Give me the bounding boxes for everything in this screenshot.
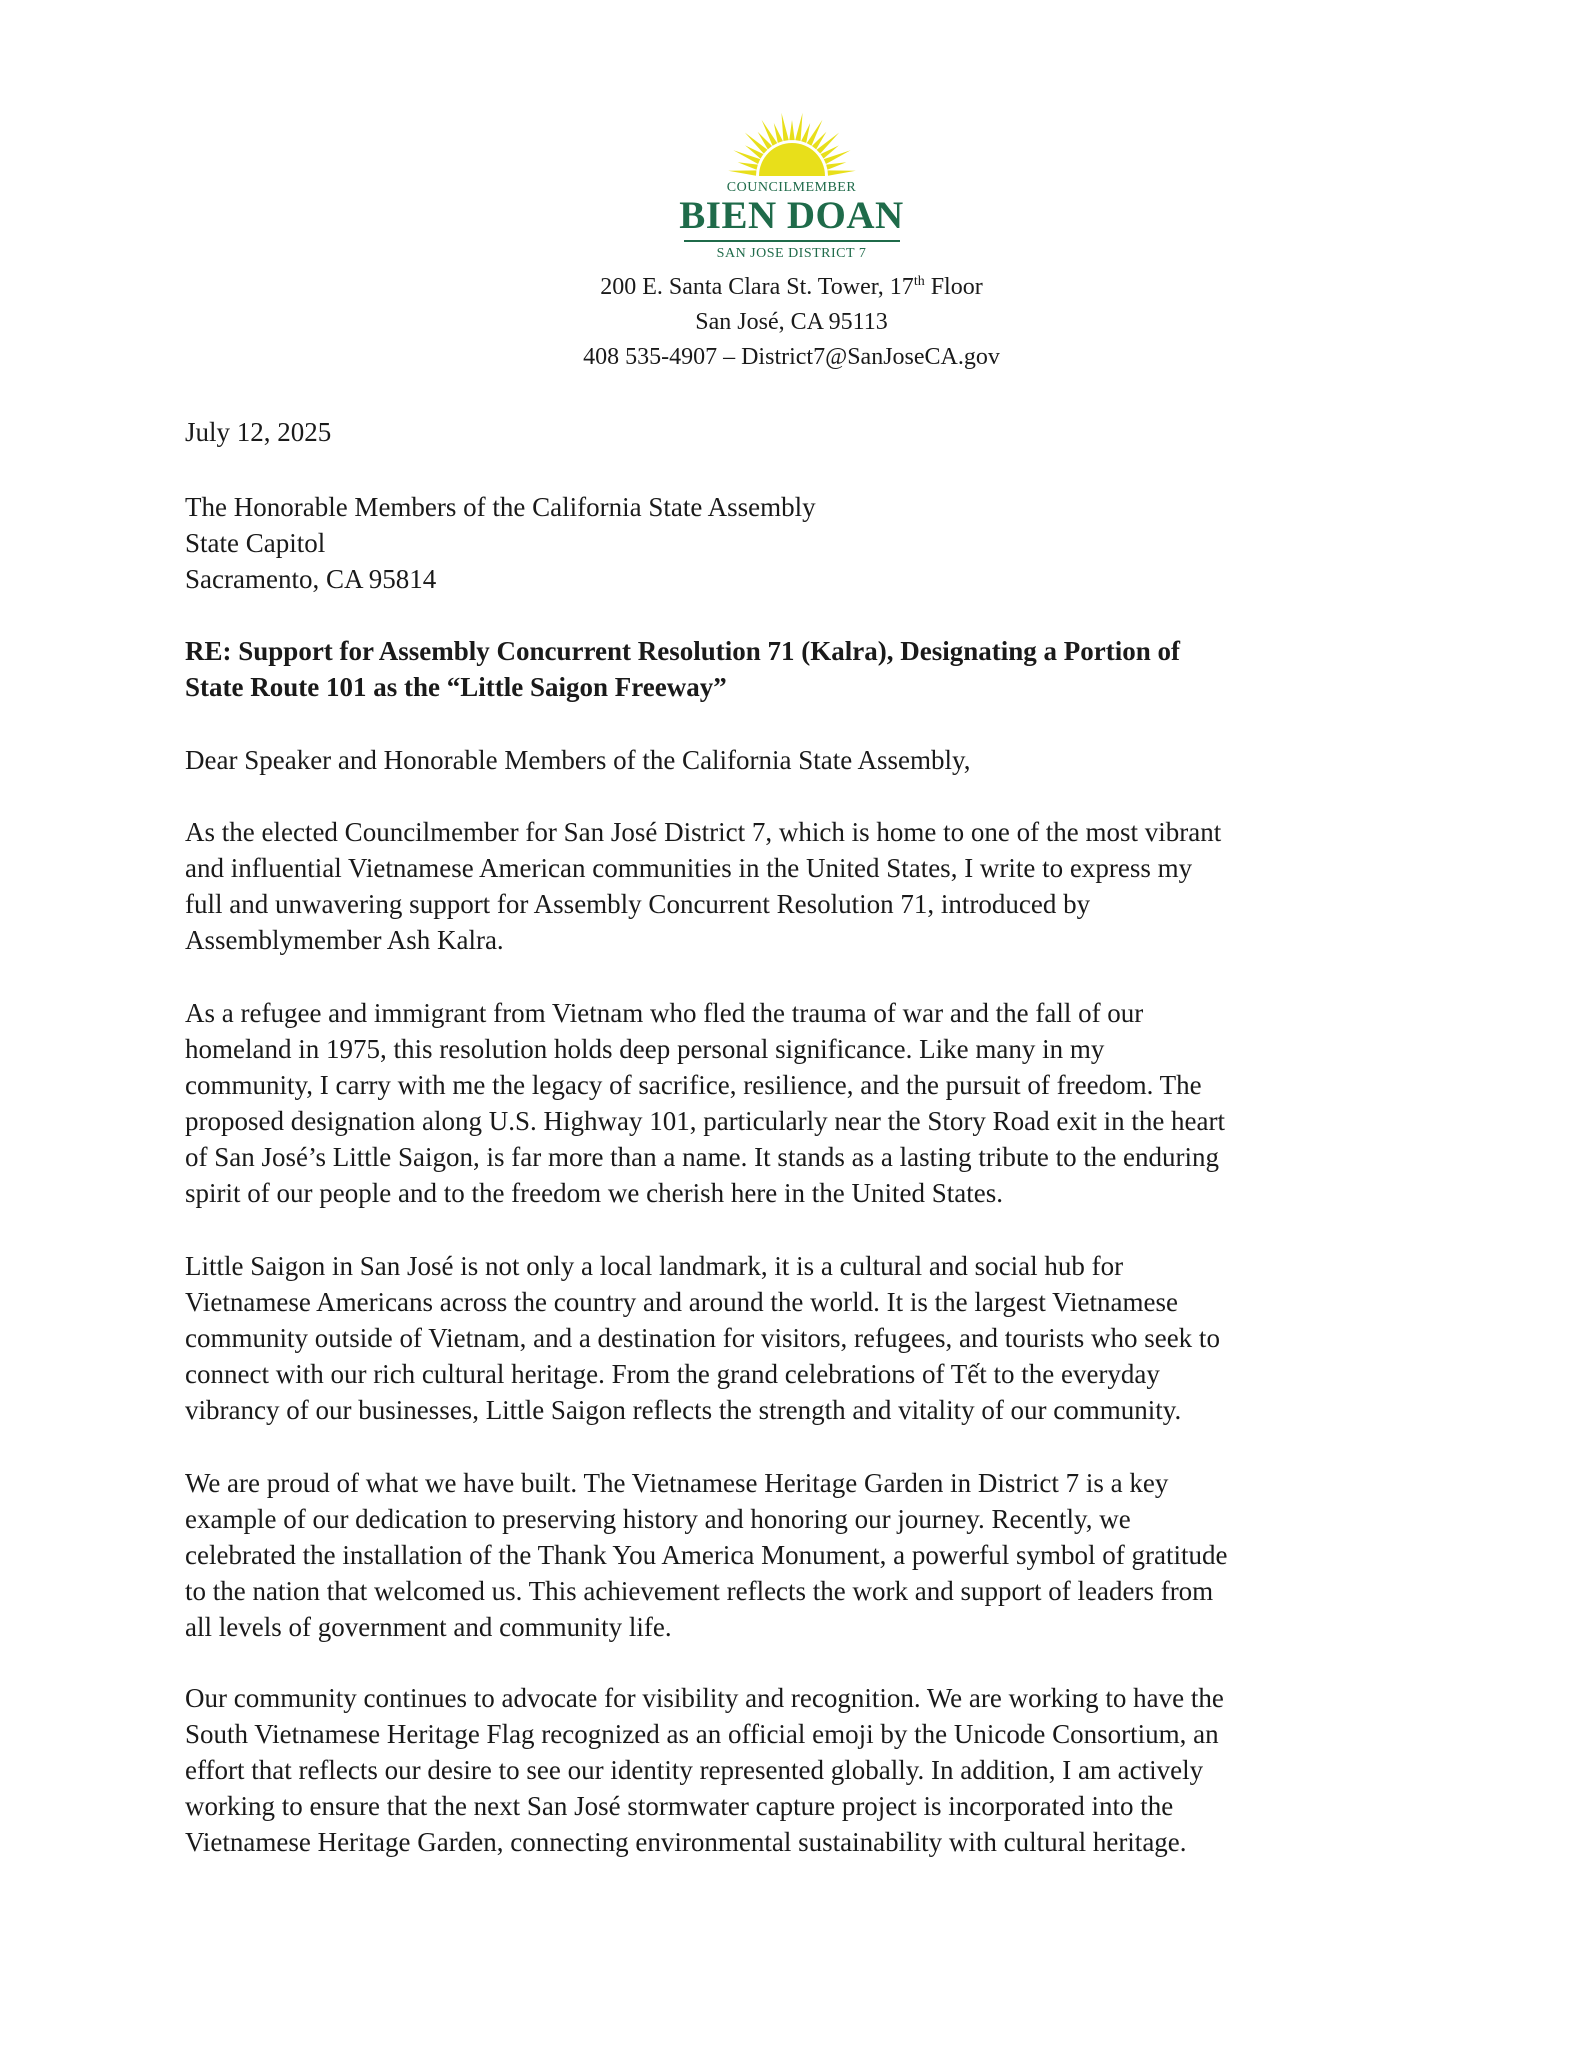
sun-ray [827, 170, 855, 175]
sun-ray [737, 162, 757, 170]
letterhead-divider [684, 240, 900, 242]
letterhead-district: SAN JOSE DISTRICT 7 [716, 246, 867, 261]
paragraph: We are proud of what we have built. The Vietnamese Heritage Garden in District 7 is a key example of our dedication to preserving history and honoring our journey. Recently, we celebrated the installation of the Thank You America Monument, a powerful symbol of gratitude to the nation that welcomed us. This achievement reflects the work and support of leaders from all levels of government and community life. [185, 1468, 1228, 1642]
paragraph: Little Saigon in San José is not only a local landmark, it is a cultural and social hub for Vietnamese Americans across the country and around the world. It is the largest Vietnamese community outside of Vietnam, and a destination for visitors, refugees, and tourists who seek to connect with our rich cultural heritage. From the grand celebrations of Tết to the everyday vibrancy of our businesses, Little Saigon reflects the strength and vitality of our community. [185, 1251, 1220, 1425]
address-street: 200 E. Santa Clara St. Tower, 17th Floor [600, 274, 983, 300]
letterhead [0, 100, 1583, 262]
sun-ray [773, 123, 782, 143]
address-city: San José, CA 95113 [695, 309, 888, 335]
subject-line: RE: Support for Assembly Concurrent Resolution 71 (Kalra), Designating a Portion of State Route 101 as the “Little Saigon Freeway” [185, 636, 1181, 702]
recipient-line: State Capitol [185, 528, 326, 558]
address-contact: 408 535-4907 – District7@SanJoseCA.gov [583, 344, 1000, 370]
sun-ray [826, 162, 846, 170]
paragraph: As the elected Councilmember for San José District 7, which is home to one of the most vibrant and influential Vietnamese American communities in the United States, I write to express my full and unwavering support for Assembly Concurrent Resolution 71, introduced by Assemblymember Ash Kalra. [185, 817, 1222, 955]
sun-ray [744, 133, 767, 154]
paragraph: Our community continues to advocate for visibility and recognition. We are working to have the South Vietnamese Heritage Flag recognized as an official emoji by the Unicode Consortium, an effort that reflects our desire to see our identity represented globally. In addition, I am actively working to ensure that the next San José stormwater capture project is incorporated into the Vietnamese Heritage Garden, connecting environmental sustainability with cultural heritage. [185, 1683, 1224, 1857]
sun-ray [801, 123, 810, 143]
sun-ray [728, 170, 756, 175]
sun-ray [816, 133, 839, 154]
sun-ray [781, 113, 788, 141]
letter-date: July 12, 2025 [185, 417, 332, 447]
recipient-line: Sacramento, CA 95814 [185, 564, 437, 594]
paragraph: As a refugee and immigrant from Vietnam who fled the trauma of war and the fall of our homeland in 1975, this resolution holds deep personal significance. Like many in my community, I carry with me the legacy of sacrifice, resilience, and the pursuit of freedom. The proposed designation along U.S. Highway 101, particularly near the Story Road exit in the heart of San José’s Little Saigon, is far more than a name. It stands as a lasting tribute to the enduring spirit of our people and to the freedom we cherish here in the United States. [185, 998, 1226, 1208]
recipient-block [185, 489, 1405, 597]
sunburst-logo-icon [727, 100, 857, 178]
salutation: Dear Speaker and Honorable Members of the California State Assembly, [185, 745, 971, 775]
sun-ray [795, 113, 802, 141]
sun-ray [789, 120, 794, 140]
recipient-line: The Honorable Members of the California State Assembly [185, 492, 816, 522]
letterhead-name: BIEN DOAN [679, 194, 904, 237]
letterhead-councilmember: COUNCILMEMBER [726, 180, 857, 195]
office-address [0, 270, 1583, 375]
